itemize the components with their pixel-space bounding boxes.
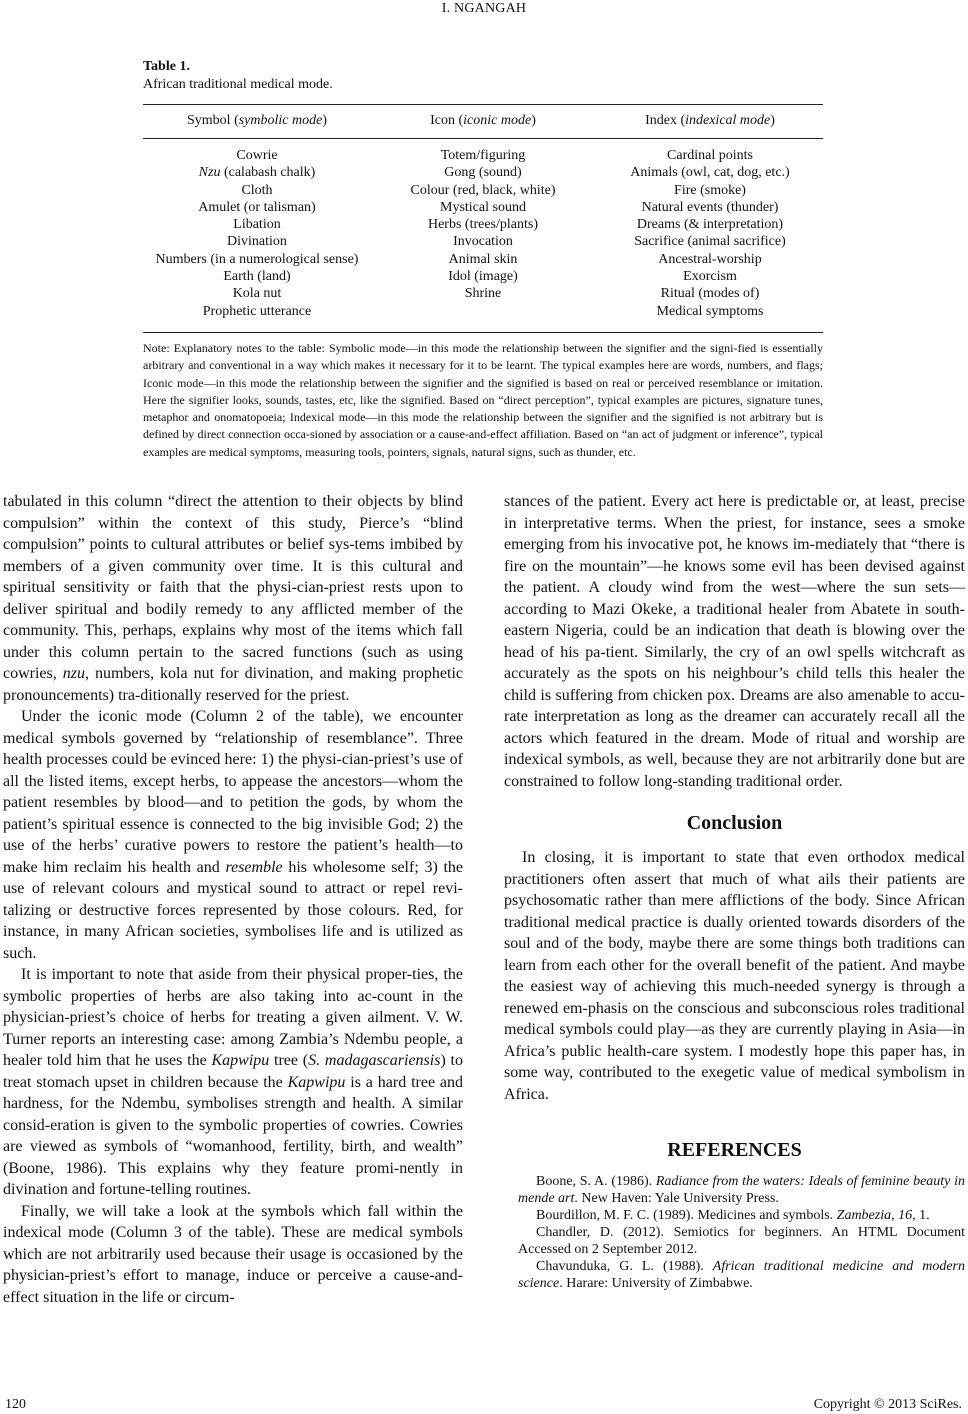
table-cell: Dreams (& interpretation) bbox=[636, 217, 784, 233]
table-cell: Mystical sound bbox=[440, 199, 526, 215]
paragraph-text: ) to treat stomach upset in children because the bbox=[3, 1052, 463, 1091]
table-cell: Natural events (thunder) bbox=[641, 199, 779, 215]
table-1 bbox=[143, 58, 823, 459]
column-header-symbol bbox=[143, 113, 371, 129]
table-cell: Numbers (in a numerological sense) bbox=[155, 251, 359, 267]
paragraph-text: , numbers, kola nut for divination, and making prophetic pronouncements) tra-ditionally reserved for the priest. bbox=[3, 665, 463, 704]
reference-item bbox=[504, 1207, 965, 1224]
table-cell bbox=[143, 164, 371, 181]
reference-emphasis: Radiance from the waters: Ideals of feminine beauty in mende art bbox=[518, 1174, 965, 1206]
header-text: ) bbox=[770, 113, 775, 128]
header-text: Index ( bbox=[645, 113, 686, 128]
table-bottom-rule bbox=[143, 332, 823, 333]
table-cell: Kola nut bbox=[232, 286, 282, 302]
table-label: Table 1. bbox=[143, 59, 190, 74]
header-text: ) bbox=[531, 113, 536, 128]
paragraph: stances of the patient. Every act here is predictable or, at least, precise in interpretative terms. When the priest, for instance, sees a smoke emerging from his invocative pot, he knows im-mediately that “there is fire on the mountain”—he knows some evil has been devised against the patient. A cloudy wind from the west—where the sun sets—according to Mazi Okeke, a traditional healer from Abatete in south-eastern Nigeria, could be an indication that death is blowing over the head of his pa-tient. Similarly, the cry of an owl spells witchcraft as accurately as the spots on his neighbour’s child tells this healer the child is suffering from chicken pox. Dreams are also amenable to accu-rate interpretation as long as the dreamer can accurately recall all the actors which featured in the dream. Mode of ritual and worship are indexical symbols, as well, because they are not arbitrarily done but are constrained to follow long-standing traditional order. bbox=[504, 493, 965, 790]
reference-text: Bourdillon, M. F. C. (1989). Medicines and symbols. bbox=[536, 1208, 837, 1223]
paragraph-text: tabulated in this column “direct the attention to their objects by blind compulsion” within the context of this study, Pierce’s “blind compulsion” points to cultural attributes or belief sys-tems imbibed by members of a given community over time. It is this cultural and spiritual sensitivity or faith that the physi-cian-priest rests upon to deliver spiritual and bodily remedy to any afflicted member of the community. This, perhaps, explains why most of the items which fall under this column pertain to the sacred functions (such as using cowries, bbox=[3, 493, 463, 682]
reference-text: 1. bbox=[915, 1208, 930, 1223]
table-cell: Cardinal points bbox=[667, 148, 753, 163]
table-cell: Shrine bbox=[464, 286, 502, 302]
table-cell: Exorcism bbox=[683, 269, 737, 285]
symbol-column bbox=[143, 147, 371, 320]
table-cell: Ritual (modes of) bbox=[660, 286, 760, 302]
paragraph-text: It is important to note that aside from their physical proper-ties, the symbolic properties of herbs are also taking into ac-count in the physician-priest’s choice of herbs for treating a given ailment. V. W. Turner reports an interesting case: among Zambia’s Ndembu people, a healer told him that he uses the bbox=[3, 966, 463, 1069]
reference-item bbox=[504, 1173, 965, 1207]
table-cell: Sacrifice (animal sacrifice) bbox=[634, 234, 786, 250]
table-cell: Gong (sound) bbox=[444, 165, 522, 181]
table-cell: Divination bbox=[227, 234, 287, 250]
paragraph-emphasis: Kapwipu bbox=[211, 1052, 270, 1069]
reference-emphasis: African traditional medicine and modern science bbox=[518, 1259, 965, 1291]
table-cell: Totem/figuring bbox=[440, 148, 526, 163]
right-column bbox=[504, 491, 965, 1292]
paragraph-text: Under the iconic mode (Column 2 of the table), we encounter medical symbols governed by “relationship of resemblance”. Three health processes could be evinced here: 1) the physi-cian-priest’s use of all the listed items, except herbs, to appease the ancestors—whom the patient resembles by blood—and to petition the gods, by whom the patient’s spiritual essence is connected to the big invisible God; 2) the use of the herbs’ curative powers to restore the patient’s health—to make him reclaim his health and bbox=[3, 708, 463, 876]
paragraph bbox=[3, 706, 463, 964]
table-cell: Ancestral-worship bbox=[658, 251, 762, 267]
reference-text: . Harare: University of Zimbabwe. bbox=[559, 1276, 753, 1291]
copyright-notice: Copyright © 2013 SciRes. bbox=[813, 1397, 962, 1412]
header-emphasis: iconic mode bbox=[463, 113, 532, 128]
table-cell: Herbs (trees/plants) bbox=[427, 217, 539, 233]
table-cell: Cloth bbox=[241, 182, 273, 198]
left-column bbox=[3, 491, 463, 1308]
reference-emphasis: Zambezia, 16, bbox=[836, 1208, 916, 1223]
paragraph-emphasis: Kapwipu bbox=[287, 1073, 346, 1091]
paragraph-text: his wholesome self; 3) the use of relevant colours and mystical sound to attract or repel revi-talizing or destructive forces represented by those colours. Red, for instance, in many African societies, symbolises life and is utilized as such. bbox=[3, 858, 464, 962]
reference-text: . New Haven: Yale University Press. bbox=[574, 1191, 779, 1206]
header-text: Icon ( bbox=[430, 113, 464, 128]
icon-column bbox=[391, 147, 575, 303]
paragraph: Finally, we will take a look at the symbols which fall within the indexical mode (Column 3 of the table). These are medical symbols which are not arbitrarily used because their usage is occasioned by the physician-priest’s effort to manage, induce or perceive a cause-and-effect situation in the life or circum- bbox=[3, 1202, 463, 1306]
column-header-icon bbox=[391, 113, 575, 129]
table-cell: Libation bbox=[233, 217, 281, 233]
table-cell: Animal skin bbox=[448, 251, 518, 267]
paragraph-emphasis: S. madagascariensis bbox=[308, 1052, 441, 1069]
table-cell: Fire (smoke) bbox=[674, 182, 746, 198]
table-cell: Earth (land) bbox=[223, 269, 291, 285]
paragraph-text: tree ( bbox=[269, 1052, 309, 1069]
table-cell: Idol (image) bbox=[448, 269, 518, 285]
reference-text: Chavunduka, G. L. (1988). bbox=[536, 1259, 713, 1274]
reference-item bbox=[504, 1224, 965, 1258]
header-emphasis: indexical mode bbox=[685, 113, 771, 128]
paragraph-text: is a hard tree and hardness, for the Ndembu, symbolises strength and health. A similar consid-eration is given to the symbolic properties of cowries. Cowries are viewed as symbols of “womanhood, fertility, birth, and wealth” (Boone, 1986). This explains why they feature promi-nently in divination and fortune-telling routines. bbox=[3, 1073, 464, 1198]
table-cell-text: (calabash chalk) bbox=[220, 165, 316, 181]
paragraph bbox=[3, 964, 463, 1201]
header-text: ) bbox=[322, 113, 327, 128]
table-header-rule bbox=[143, 138, 823, 139]
table-title: African traditional medical mode. bbox=[143, 77, 333, 92]
table-cell: Prophetic utterance bbox=[202, 303, 312, 319]
header-emphasis: symbolic mode bbox=[238, 113, 323, 128]
header-text: Symbol ( bbox=[187, 113, 239, 128]
table-cell: Animals (owl, cat, dog, etc.) bbox=[630, 165, 790, 181]
paragraph-emphasis: nzu bbox=[62, 665, 85, 682]
reference-text: Chandler, D. (2012). Semiotics for beginners. An HTML Document Accessed on 2 September 2012. bbox=[518, 1225, 965, 1257]
table-top-rule bbox=[143, 104, 823, 105]
table-cell: Amulet (or talisman) bbox=[198, 199, 316, 215]
page-number: 120 bbox=[5, 1397, 26, 1412]
paragraph-emphasis: resemble bbox=[225, 858, 283, 876]
table-cell: Medical symptoms bbox=[656, 303, 764, 319]
index-column bbox=[605, 147, 815, 320]
paragraph bbox=[3, 491, 463, 706]
column-header-index bbox=[605, 113, 815, 129]
table-note: Note: Explanatory notes to the table: Symbolic mode—in this mode the relationship between the signifier and the signi-fied is essentially arbitrary and conventional in a way which makes it necessary for it to be learnt. The typical examples here are words, numbers, and flags; Iconic mode—in this mode the relationship between the signifier and the signified is based on real or perceived resemblance or imitation. Here the signifier looks, sounds, tastes, etc, like the signified. Based on “direct perception”, typical examples are pictures, signature tunes, metaphor and onomatopoeia; Indexical mode—in this mode the relationship between the signifier and the signified is not arbitrary but is defined by direct connection occa-sioned by association or a cause-and-effect affiliation. Based on “an act of judgment or inference”, typical examples are medical symptoms, measuring tools, pointers, signals, natural signs, such as thunder, etc. bbox=[143, 341, 823, 459]
table-cell: Invocation bbox=[453, 234, 513, 250]
table-cell: Cowrie bbox=[236, 148, 278, 163]
conclusion-heading: Conclusion bbox=[686, 812, 783, 834]
table-cell: Colour (red, black, white) bbox=[410, 182, 556, 198]
reference-text: Boone, S. A. (1986). bbox=[536, 1174, 656, 1189]
reference-list bbox=[504, 1173, 965, 1292]
references-heading: REFERENCES bbox=[667, 1139, 802, 1161]
running-head: I. NGANGAH bbox=[441, 1, 527, 16]
reference-item bbox=[504, 1258, 965, 1292]
conclusion-paragraph: In closing, it is important to state that even orthodox medical practitioners often assert that much of what ails their patients are psychosomatic rather than mere afflictions of the body. Since African traditional medical practice is dually oriented towards disorders of the soul and of the body, maybe there are some things both traditions can learn from each other for the overall benefit of the patient. And maybe the easiest way of achieving this much-needed synergy is through a renewed em-phasis on the conscious and subconscious roles traditional medical symbols could play—as they are currently playing in Asia—in Africa’s public health-care system. I modestly hope this paper has, in some way, contributed to the exegetic value of medical symbolism in Africa. bbox=[504, 849, 965, 1103]
table-cell-emphasis: Nzu bbox=[198, 165, 221, 181]
